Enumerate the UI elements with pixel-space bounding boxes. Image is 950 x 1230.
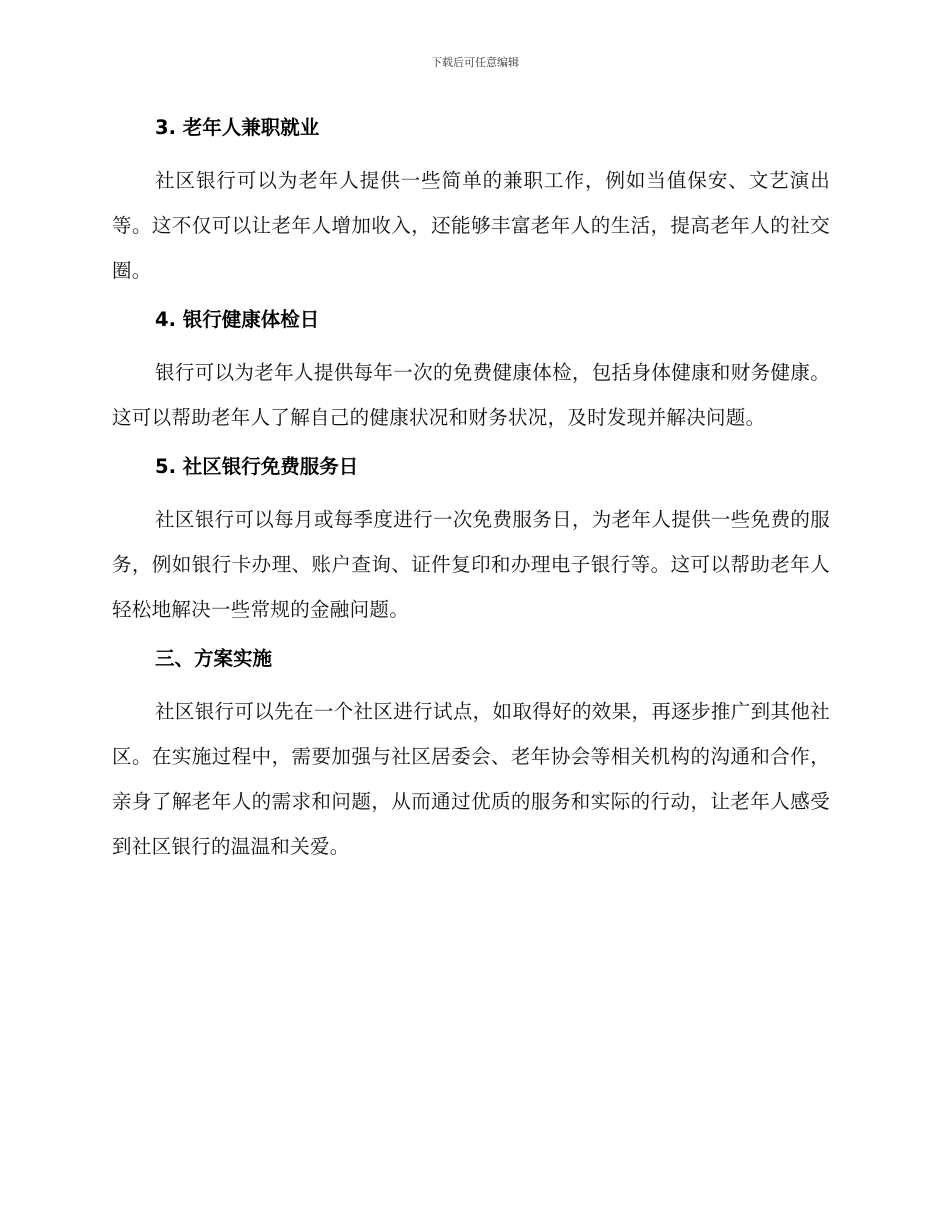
- page-header-note: 下载后可任意编辑: [431, 56, 519, 69]
- section-heading: 5. 社区银行免费服务日: [155, 455, 359, 478]
- section-paragraph: 社区银行可以为老年人提供一些简单的兼职工作，例如当值保安、文艺演出等。这不仅可以让老年人增加收入，还能够丰富老年人的生活，提高老年人的社交圈。: [112, 169, 830, 282]
- section-paragraph: 社区银行可以每月或每季度进行一次免费服务日，为老年人提供一些免费的服务，例如银行卡办理、账户查询、证件复印和办理电子银行等。这可以帮助老年人轻松地解决一些常规的金融问题。: [112, 508, 830, 621]
- document-body: [112, 110, 830, 878]
- section-heading: 3. 老年人兼职就业: [155, 116, 320, 139]
- section-paragraph: 银行可以为老年人提供每年一次的免费健康体检，包括身体健康和财务健康。这可以帮助老年人了解自己的健康状况和财务状况，及时发现并解决问题。: [112, 361, 830, 429]
- section-paragraph: 社区银行可以先在一个社区进行试点，如取得好的效果，再逐步推广到其他社区。在实施过程中，需要加强与社区居委会、老年协会等相关机构的沟通和合作，亲身了解老年人的需求和问题，从而通过优质的服务和实际的行动，让老年人感受到社区银行的温温和关爱。: [112, 700, 830, 858]
- section-heading: 三、方案实施: [155, 647, 273, 670]
- section-heading: 4. 银行健康体检日: [155, 308, 320, 331]
